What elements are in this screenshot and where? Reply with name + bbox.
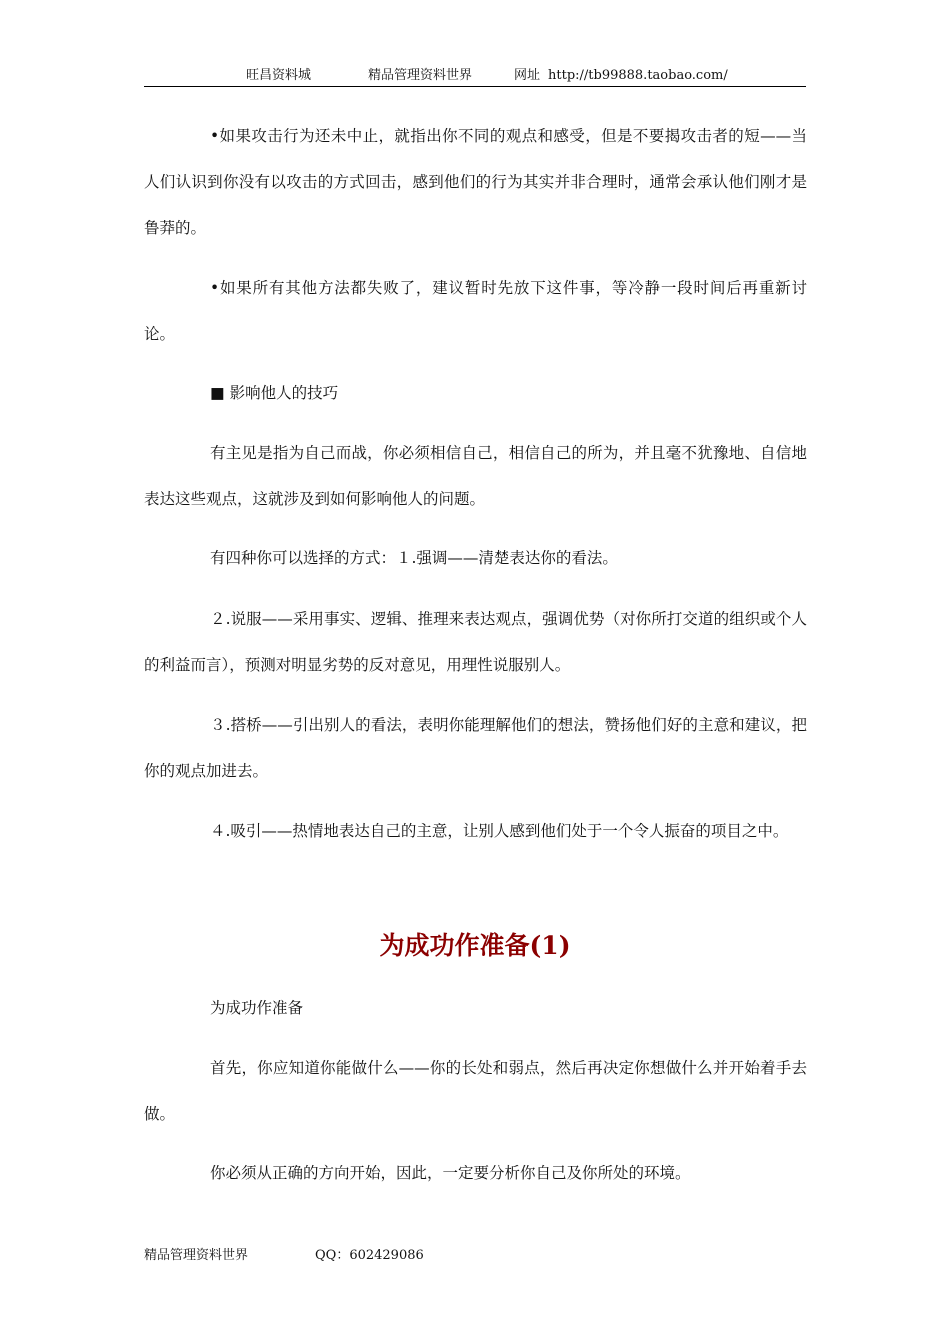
section-subtitle: 为成功作准备 [210, 999, 304, 1017]
paragraph-analyze-environment: 你必须从正确的方向开始，因此，一定要分析你自己及你所处的环境。 [210, 1164, 691, 1182]
footer-world-name: 精品管理资料世界 [144, 1248, 249, 1263]
paragraph-persuade: ２.说服——采用事实、逻辑、推理来表达观点，强调优势（对你所打交道的组织或个人的利益而言），预测对明显劣势的反对意见，用理性说服别人。 [144, 610, 807, 674]
paragraph-four-methods: 有四种你可以选择的方式：１.强调——清楚表达你的看法。 [210, 549, 618, 567]
paragraph-know-strengths: 首先，你应知道你能做什么——你的长处和弱点，然后再决定你想做什么并开始着手去做。 [144, 1059, 807, 1123]
section-title: 为成功作准备(1) [379, 931, 571, 960]
paragraph-attract: ４.吸引——热情地表达自己的主意，让别人感到他们处于一个令人振奋的项目之中。 [210, 822, 789, 840]
header-url-link[interactable]: http://tb99888.taobao.com/ [548, 68, 728, 83]
paragraph-bridge: ３.搭桥——引出别人的看法，表明你能理解他们的想法，赞扬他们好的主意和建议，把你的观点加进去。 [144, 716, 807, 780]
page-header [144, 66, 806, 86]
subheading-influence-skills: ■ 影响他人的技巧 [210, 384, 339, 402]
footer-qq: QQ：602429086 [315, 1248, 424, 1263]
paragraph-assertiveness: 有主见是指为自己而战，你必须相信自己，相信自己的所为，并且毫不犹豫地、自信地表达这些观点，这就涉及到如何影响他人的问题。 [144, 444, 807, 508]
header-shop-name: 旺昌资料城 [246, 68, 312, 83]
header-url-label: 网址 [514, 68, 541, 83]
paragraph-fallback-bullet: •如果所有其他方法都失败了，建议暂时先放下这件事，等冷静一段时间后再重新讨论。 [144, 279, 807, 343]
header-divider [144, 86, 806, 87]
paragraph-attack-bullet: •如果攻击行为还未中止，就指出你不同的观点和感受，但是不要揭攻击者的短——当人们认识到你没有以攻击的方式回击，感到他们的行为其实并非合理时，通常会承认他们刚才是鲁莽的。 [144, 127, 807, 237]
header-world-name: 精品管理资料世界 [368, 68, 473, 83]
